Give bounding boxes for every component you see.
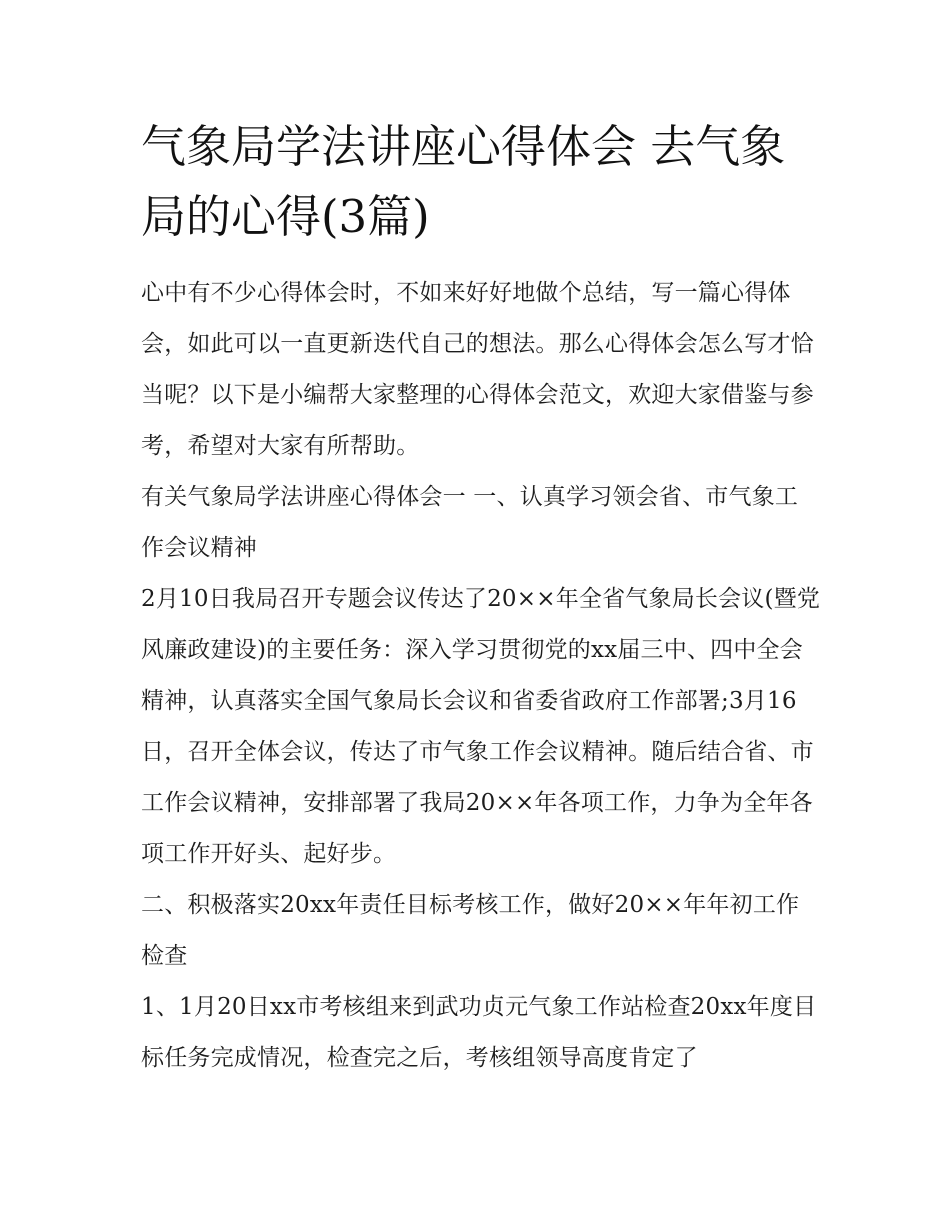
document-title: 气象局学法讲座心得体会 去气象局的心得(3篇) <box>141 120 786 243</box>
paragraph-intro: 心中有不少心得体会时，不如来好好地做个总结，写一篇心得体会，如此可以一直更新迭代自己的想法。那么心得体会怎么写才恰当呢？以下是小编帮大家整理的心得体会范文，欢迎大家借鉴与参考，希望对大家有所帮助。 <box>141 280 814 459</box>
document-body <box>141 112 821 1084</box>
paragraph-inspection: 1、1月20日xx市考核组来到武功贞元气象工作站检查20xx年度目标任务完成情况，检查完之后，考核组领导高度肯定了 <box>141 994 817 1071</box>
paragraph-meeting-summary: 2月10日我局召开专题会议传达了20××年全省气象局长会议(暨党风廉政建设)的主要任务：深入学习贯彻党的xx届三中、四中全会精神，认真落实全国气象局长会议和省委省政府工作部署;3月16日，召开全体会议，传达了市气象工作会议精神。随后结合省、市工作会议精神，安排部署了我局20××年各项工作，力争为全年各项工作开好头、起好步。 <box>141 586 821 867</box>
paragraph-section-heading-2: 二、积极落实20xx年责任目标考核工作，做好20××年年初工作检查 <box>141 892 800 969</box>
paragraph-section-heading-1: 有关气象局学法讲座心得体会一 一、认真学习领会省、市气象工作会议精神 <box>141 484 799 561</box>
